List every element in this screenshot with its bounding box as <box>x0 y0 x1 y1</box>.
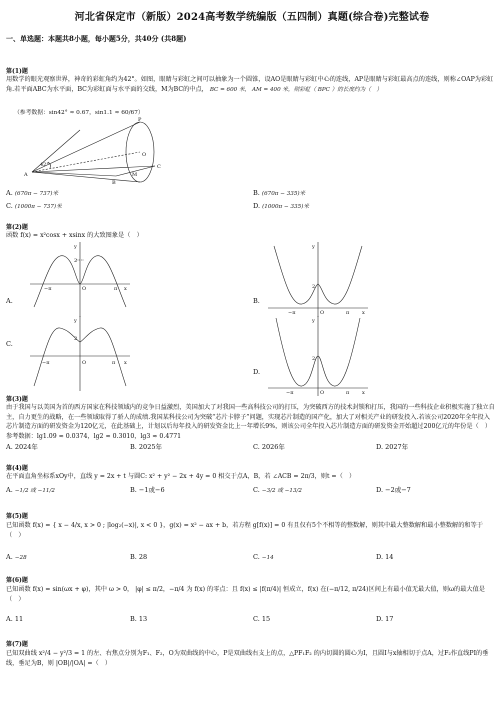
svg-text:O: O <box>82 286 87 292</box>
question-3-label: 第(3)题 <box>6 396 28 403</box>
graph-c <box>30 316 130 391</box>
svg-text:−π: −π <box>44 286 52 292</box>
fig-label-o: O <box>142 152 147 158</box>
graph-a <box>30 242 130 317</box>
q3-option-d[interactable]: D. 2027年 <box>376 443 409 451</box>
fig-label-b: B <box>112 180 116 186</box>
fig-label-a: A <box>24 172 28 178</box>
page-title: 河北省保定市（新版）2024高考数学统编版（五四制）真题(综合卷)完整试卷 <box>74 12 430 23</box>
question-2-label: 第(2)题 <box>6 224 28 231</box>
svg-text:y: y <box>312 318 315 324</box>
question-7-text: 已知双曲线 x²/4 − y²/3 = 1 的左、右焦点分别为F₁、F₂，O为双曲线的中心，P是双曲线右支上的点，△PF₁F₂ 的内切圆的圆心为I，且圆I与x轴相切于点A，过F₂作直线PI的垂线，垂足为B，则 |OB|/|OA| =（ ） <box>6 650 489 667</box>
graph-d <box>268 316 368 396</box>
cone-figure <box>20 116 170 186</box>
q6-option-a[interactable]: A. 11 <box>6 615 24 623</box>
question-6-label: 第(6)题 <box>6 577 28 584</box>
q6-option-d[interactable]: D. 17 <box>376 615 394 623</box>
q1-option-b[interactable]: B. (670π − 335)米 <box>253 189 306 197</box>
section-heading: 一、单选题：本题共8小题，每小题5分，共40分 (共8题) <box>6 34 187 43</box>
svg-text:−π: −π <box>288 310 296 316</box>
svg-text:π: π <box>346 390 350 396</box>
svg-text:x: x <box>362 390 365 396</box>
svg-text:O: O <box>320 310 325 316</box>
svg-text:x: x <box>362 310 365 316</box>
question-1-label: 第(1)题 <box>6 68 28 75</box>
q6-option-b[interactable]: B. 13 <box>130 615 148 623</box>
svg-text:y: y <box>74 244 77 250</box>
question-1-body: 用数学的眼光观察世界，神奇的彩虹角约为42°。如图，眼睛与彩虹之间可以抽象为一个圆锥，设AO是眼睛与彩虹中心的连线，AP是眼睛与彩虹最高点的连线，则称∠OAP为彩虹角.若平面ABC为水平面，BC为彩虹面与水平面的交线，M为BC的中点， <box>6 76 494 93</box>
q5-option-a[interactable]: A. −28 <box>6 553 27 561</box>
question-4-text: 在平面直角坐标系xOy中，直线 y = 2x + t 与圆C: x² + y² − 2x + 4y = 0 相交于点A，B，若 ∠ACB = 2π/3，则t =（ ） <box>6 473 356 480</box>
svg-text:2: 2 <box>312 356 316 362</box>
question-7-label: 第(7)题 <box>6 641 28 648</box>
svg-text:O: O <box>82 360 87 366</box>
q1-option-c[interactable]: C. (1000π − 737)米 <box>6 202 62 210</box>
svg-text:y: y <box>74 318 77 324</box>
svg-text:y: y <box>312 244 315 250</box>
q3-option-c[interactable]: C. 2026年 <box>253 443 285 451</box>
question-1-math: BC = 600 米， AM = 400 米，则彩虹（ BPC ）的长度约为（ ） <box>209 86 383 93</box>
q4-option-d[interactable]: D. −2或−7 <box>376 486 411 494</box>
fig-label-c: C <box>157 164 161 170</box>
question-5-text: 已知函数 f(x) = { x − 4/x, x > 0 ; |log₂(−x)|, x < 0 }，g(x) = x² − ax + b，若方程 g[f(x)] = 0 有且仅有5个不相等的整数解，则其中最大整数解和最小整数解的和等于（ ） <box>6 522 483 539</box>
q3-option-a[interactable]: A. 2024年 <box>6 443 38 451</box>
q3-option-b[interactable]: B. 2025年 <box>130 443 162 451</box>
q2-option-b[interactable]: B. <box>253 297 260 305</box>
q6-option-c[interactable]: C. 15 <box>253 615 271 623</box>
q2-option-c[interactable]: C. <box>6 340 13 348</box>
question-1-text <box>6 75 496 95</box>
question-3-text: 由于我国与以美国为首的西方国家在科技领域内的竞争日益激烈，美国加大了对我国一些高科技公司的打压，为突破西方的技术封锁和打压，我国的一些科技企业积极实施了独立自主，自力更生的战略，在一些领域取得了骄人的成绩.我国某科技公司为突破“芯片卡脖子”问题，实现芯片制造的国产化，加大了对相关产业的研发投入.若该公司2020年全年投入芯片制造方面的研发资金为120亿元，在此基础上，计划以后每年投入的研发资金比上一年增长9%，则该公司全年投入芯片制造方面的研发资金开始超过200亿元的年份是（ ）参考数据：lg1.09 ≈ 0.0374，lg2 ≈ 0.3010，lg3 ≈ 0.4771 <box>6 404 495 440</box>
q5-option-b[interactable]: B. 28 <box>130 553 148 561</box>
q4-option-b[interactable]: B. −1或−6 <box>130 486 165 494</box>
q5-option-d[interactable]: D. 14 <box>376 553 394 561</box>
svg-text:−π: −π <box>286 390 294 396</box>
fig-label-angle: 42° <box>40 162 49 168</box>
svg-text:2: 2 <box>312 284 316 290</box>
question-6-text: 已知函数 f(x) = sin(ωx + φ)，其中 ω > 0， |φ| ≤ π/2，−π/4 为 f(x) 的零点：且 f(x) ≤ |f(π/4)| 恒成立，f(x) 在(−π/12, π/24)区间上有最小值无最大值，则ω的最大值是（ ） <box>6 586 485 603</box>
svg-text:π: π <box>114 286 118 292</box>
q5-option-c[interactable]: C. −14 <box>253 553 274 561</box>
q1-option-d[interactable]: D. (1000π − 335)米 <box>253 202 309 210</box>
q2-option-d[interactable]: D. <box>253 368 261 376</box>
fig-label-m: M <box>132 172 138 178</box>
svg-text:x: x <box>124 286 127 292</box>
q4-option-a[interactable]: A. −1/2 或 −11/2 <box>6 486 55 494</box>
q2-option-a[interactable]: A. <box>6 297 13 305</box>
svg-text:2: 2 <box>74 258 78 264</box>
svg-text:O: O <box>320 390 325 396</box>
question-4-label: 第(4)题 <box>6 465 28 472</box>
svg-text:−π: −π <box>42 360 50 366</box>
svg-text:π: π <box>112 360 116 366</box>
q1-option-a[interactable]: A. (670π − 737)米 <box>6 189 59 197</box>
svg-text:π: π <box>346 310 350 316</box>
question-1-note: （参考数据：sin42° ≈ 0.67，sin1.1 ≈ 60/67） <box>14 110 144 116</box>
question-5-label: 第(5)题 <box>6 513 28 520</box>
q4-option-c[interactable]: C. −3/2 或 −13/2 <box>253 486 302 494</box>
fig-label-p: P <box>138 117 142 123</box>
svg-text:x: x <box>124 360 127 366</box>
question-2-text: 函数 f(x) = x²cosx + xsinx 的大致图象是（ ） <box>6 232 143 239</box>
svg-text:2: 2 <box>74 336 78 342</box>
graph-b <box>268 242 368 317</box>
